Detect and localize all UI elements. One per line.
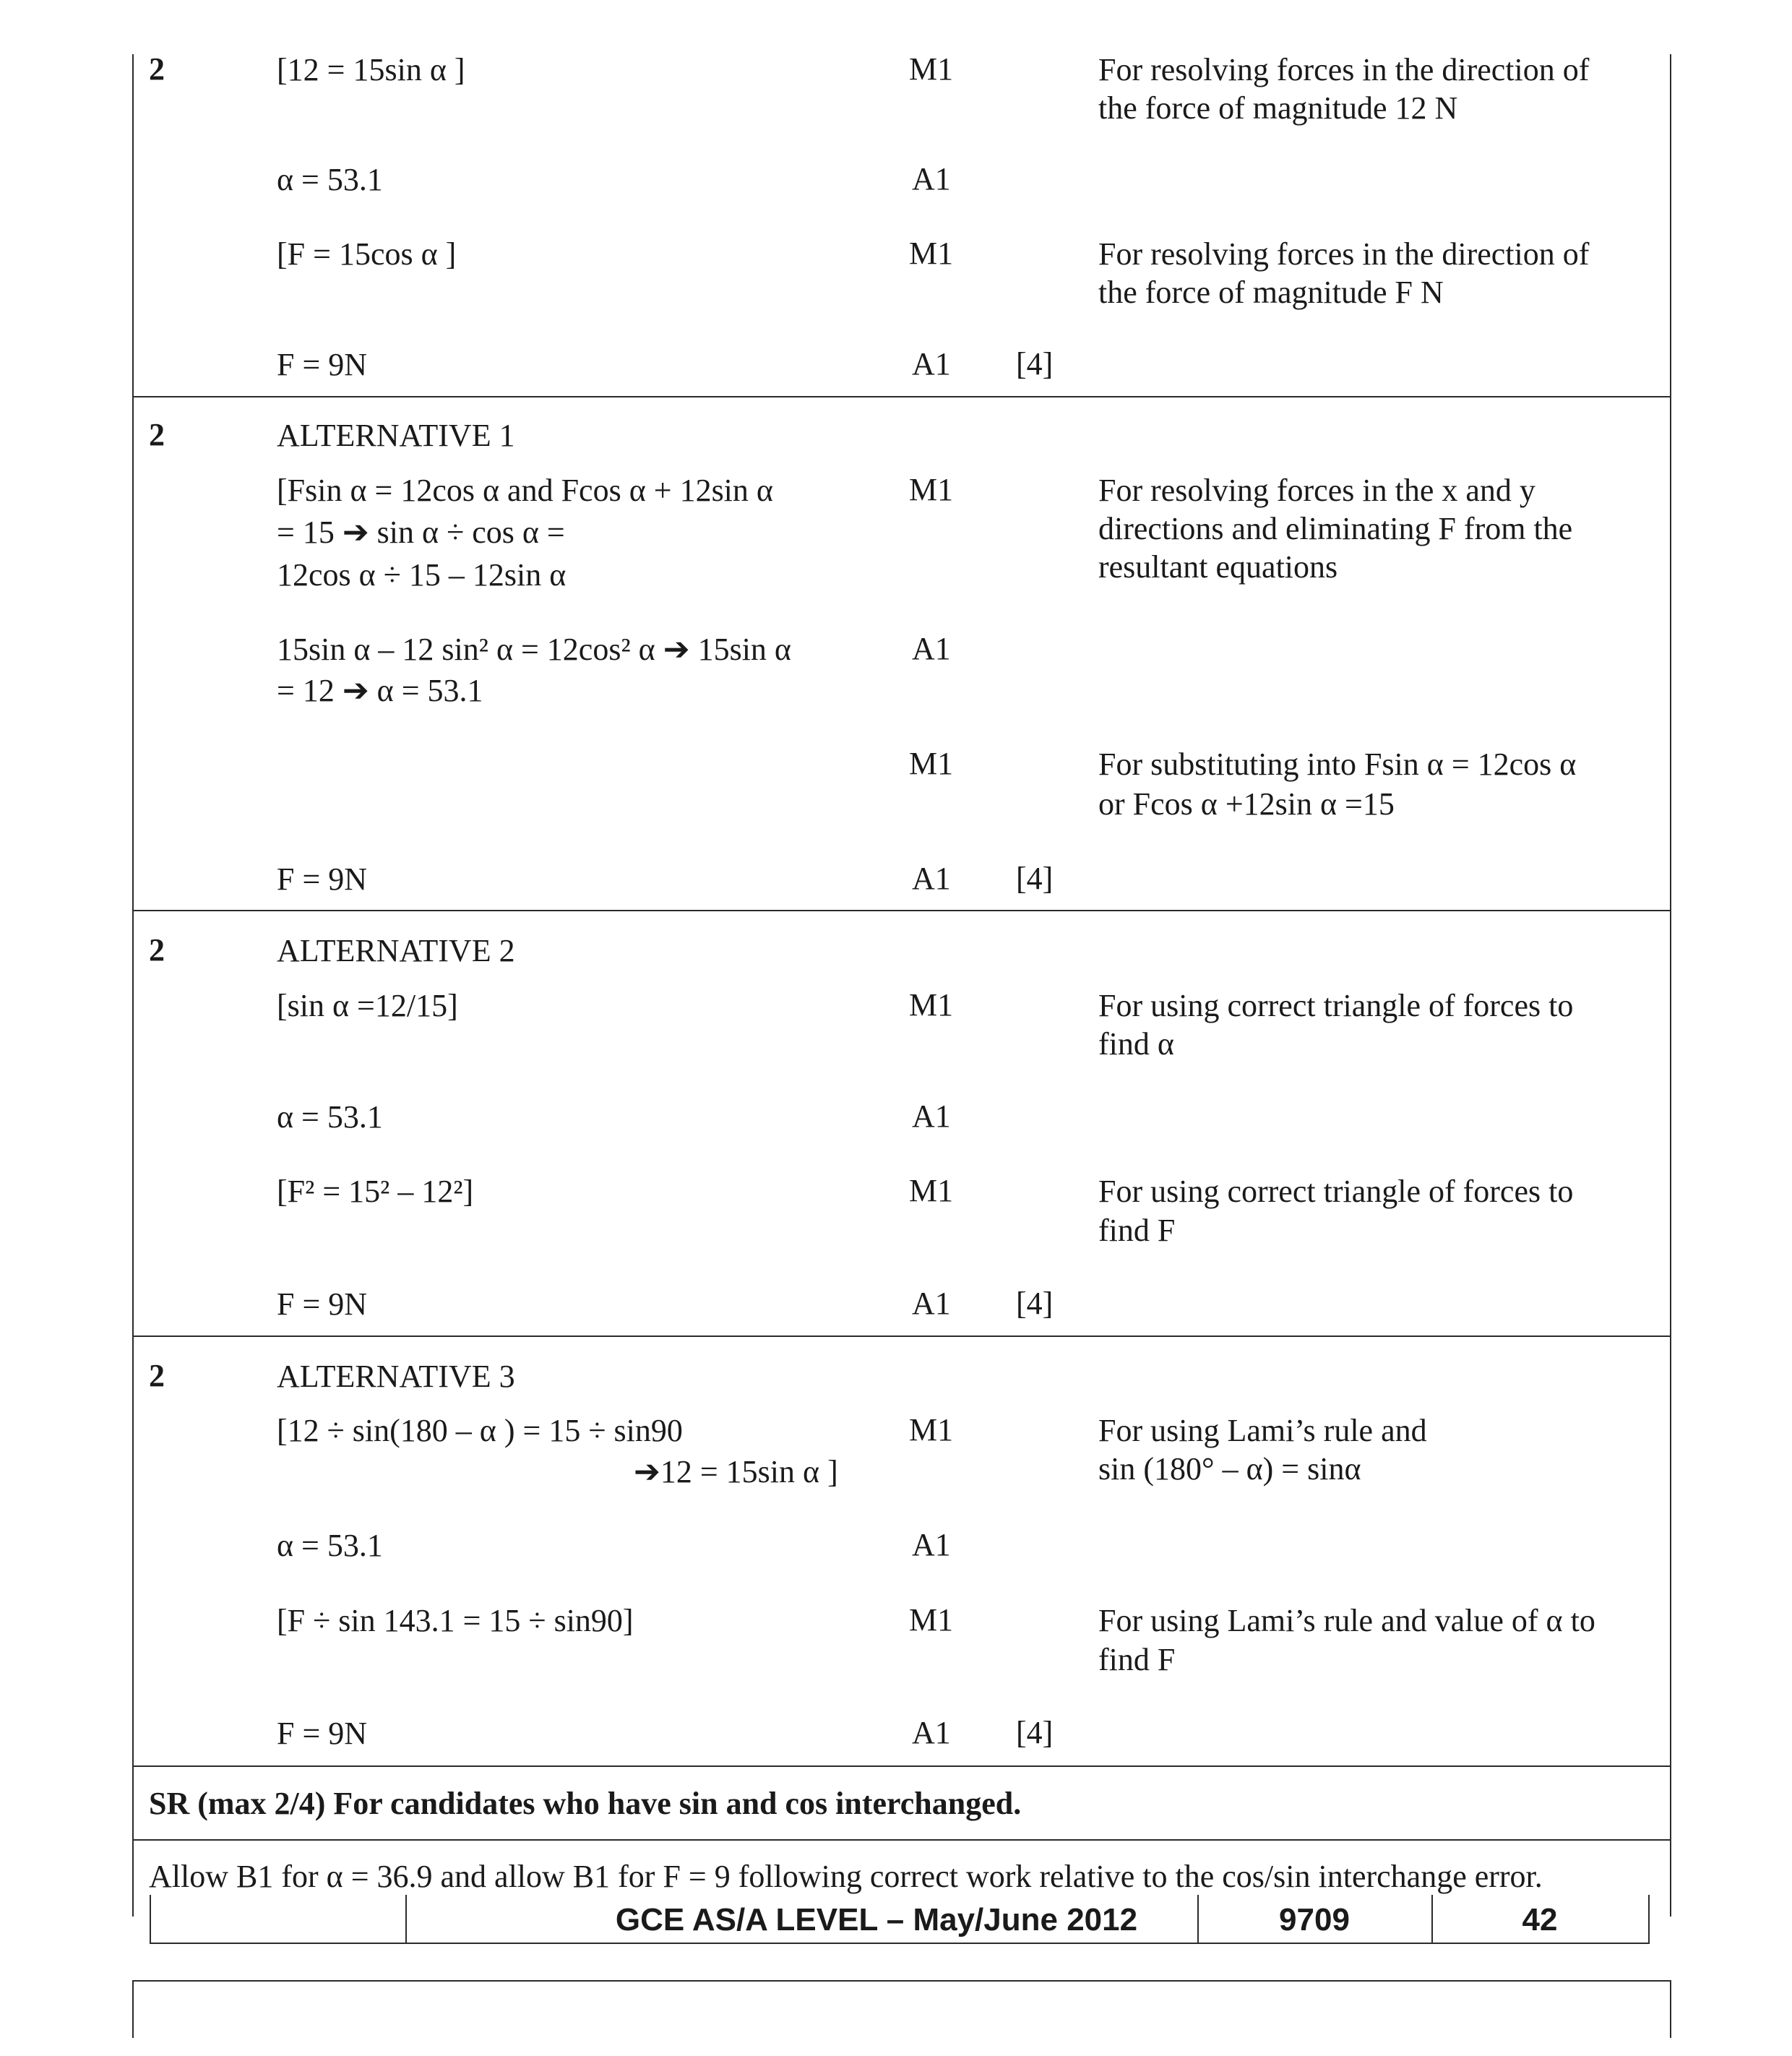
working-line: F = 9N bbox=[277, 1286, 368, 1322]
mark-label: A1 bbox=[912, 1715, 951, 1750]
working-line: [Fsin α = 12cos α and Fcos α + 12sin α bbox=[277, 473, 773, 508]
guidance-line: the force of magnitude F N bbox=[1098, 275, 1444, 310]
guidance-line: find α bbox=[1098, 1026, 1174, 1062]
alternative-heading: ALTERNATIVE 2 bbox=[277, 933, 515, 968]
total-marks: [4] bbox=[1016, 1715, 1054, 1750]
mark-label: A1 bbox=[912, 1098, 951, 1134]
mark-label: M1 bbox=[909, 1173, 954, 1208]
mark-label: M1 bbox=[909, 746, 954, 781]
next-table-right-border bbox=[1670, 1980, 1671, 2038]
table-right-border bbox=[1670, 54, 1671, 1917]
section-divider-4 bbox=[132, 1765, 1671, 1767]
alternative-heading: ALTERNATIVE 3 bbox=[277, 1359, 515, 1394]
footer-syllabus-code: 9709 bbox=[1279, 1902, 1350, 1937]
guidance-line: For using correct triangle of forces to bbox=[1098, 988, 1574, 1023]
next-table-left-border bbox=[132, 1980, 134, 2038]
guidance-line: or Fcos α +12sin α =15 bbox=[1098, 786, 1395, 822]
working-line: F = 9N bbox=[277, 1716, 368, 1751]
question-number: 2 bbox=[149, 417, 165, 452]
guidance-line: directions and eliminating F from the bbox=[1098, 511, 1573, 546]
mark-label: M1 bbox=[909, 51, 954, 87]
question-number: 2 bbox=[149, 932, 165, 968]
allow-note: Allow B1 for α = 36.9 and allow B1 for F = 9 following correct work relative to the cos/sin interchange error. bbox=[149, 1859, 1543, 1894]
guidance-line: find F bbox=[1098, 1642, 1176, 1677]
mark-label: A1 bbox=[912, 346, 951, 382]
guidance-line: For using Lami’s rule and bbox=[1098, 1413, 1427, 1448]
guidance-line: sin (180° – α) = sinα bbox=[1098, 1451, 1361, 1487]
total-marks: [4] bbox=[1016, 346, 1054, 382]
working-line: F = 9N bbox=[277, 347, 368, 382]
mark-label: A1 bbox=[912, 631, 951, 666]
mark-label: M1 bbox=[909, 472, 954, 507]
working-line: α = 53.1 bbox=[277, 1528, 383, 1563]
guidance-line: find F bbox=[1098, 1213, 1176, 1248]
working-line: 12cos α ÷ 15 – 12sin α bbox=[277, 557, 567, 593]
working-line: [12 = 15sin α ] bbox=[277, 52, 465, 87]
alternative-heading: ALTERNATIVE 1 bbox=[277, 418, 515, 453]
working-line: [F ÷ sin 143.1 = 15 ÷ sin90] bbox=[277, 1603, 634, 1638]
section-divider-1 bbox=[132, 396, 1671, 397]
working-line: = 12 ➔ α = 53.1 bbox=[277, 673, 483, 708]
working-line: F = 9N bbox=[277, 861, 368, 897]
total-marks: [4] bbox=[1016, 1286, 1054, 1321]
working-line: [12 ÷ sin(180 – α ) = 15 ÷ sin90 bbox=[277, 1413, 683, 1448]
section-divider-5 bbox=[132, 1839, 1671, 1841]
working-line: ➔12 = 15sin α ] bbox=[634, 1454, 838, 1489]
guidance-line: For resolving forces in the direction of bbox=[1098, 236, 1590, 272]
total-marks: [4] bbox=[1016, 861, 1054, 896]
question-number: 2 bbox=[149, 51, 165, 87]
mark-label: M1 bbox=[909, 236, 954, 271]
working-line: α = 53.1 bbox=[277, 1099, 383, 1135]
mark-label: M1 bbox=[909, 1412, 954, 1448]
footer-header-table bbox=[150, 1895, 1650, 1944]
guidance-line: resultant equations bbox=[1098, 549, 1338, 585]
special-ruling-note: SR (max 2/4) For candidates who have sin and cos interchanged. bbox=[149, 1786, 1022, 1821]
working-line: 15sin α – 12 sin² α = 12cos² α ➔ 15sin α bbox=[277, 632, 791, 667]
working-line: = 15 ➔ sin α ÷ cos α = bbox=[277, 515, 565, 550]
mark-label: M1 bbox=[909, 987, 954, 1023]
mark-label: A1 bbox=[912, 161, 951, 197]
working-line: [sin α =12/15] bbox=[277, 988, 458, 1023]
guidance-line: For resolving forces in the x and y bbox=[1098, 473, 1535, 508]
working-line: α = 53.1 bbox=[277, 162, 383, 197]
mark-label: M1 bbox=[909, 1602, 954, 1638]
guidance-line: For resolving forces in the direction of bbox=[1098, 52, 1590, 87]
mark-label: A1 bbox=[912, 861, 951, 896]
section-divider-2 bbox=[132, 910, 1671, 911]
guidance-line: the force of magnitude 12 N bbox=[1098, 90, 1458, 126]
working-line: [F² = 15² – 12²] bbox=[277, 1174, 474, 1209]
question-number: 2 bbox=[149, 1358, 165, 1393]
footer-paper-number: 42 bbox=[1522, 1902, 1558, 1937]
guidance-line: For using Lami’s rule and value of α to bbox=[1098, 1603, 1595, 1638]
footer-exam-title: GCE AS/A LEVEL – May/June 2012 bbox=[615, 1902, 1138, 1937]
mark-label: A1 bbox=[912, 1527, 951, 1562]
section-divider-3 bbox=[132, 1335, 1671, 1337]
next-table-top-border bbox=[132, 1980, 1671, 1982]
table-left-border bbox=[132, 54, 134, 1917]
footer-cell-blank bbox=[151, 1895, 407, 1943]
guidance-line: For substituting into Fsin α = 12cos α bbox=[1098, 747, 1577, 782]
mark-label: A1 bbox=[912, 1286, 951, 1321]
guidance-line: For using correct triangle of forces to bbox=[1098, 1174, 1574, 1209]
working-line: [F = 15cos α ] bbox=[277, 236, 457, 272]
